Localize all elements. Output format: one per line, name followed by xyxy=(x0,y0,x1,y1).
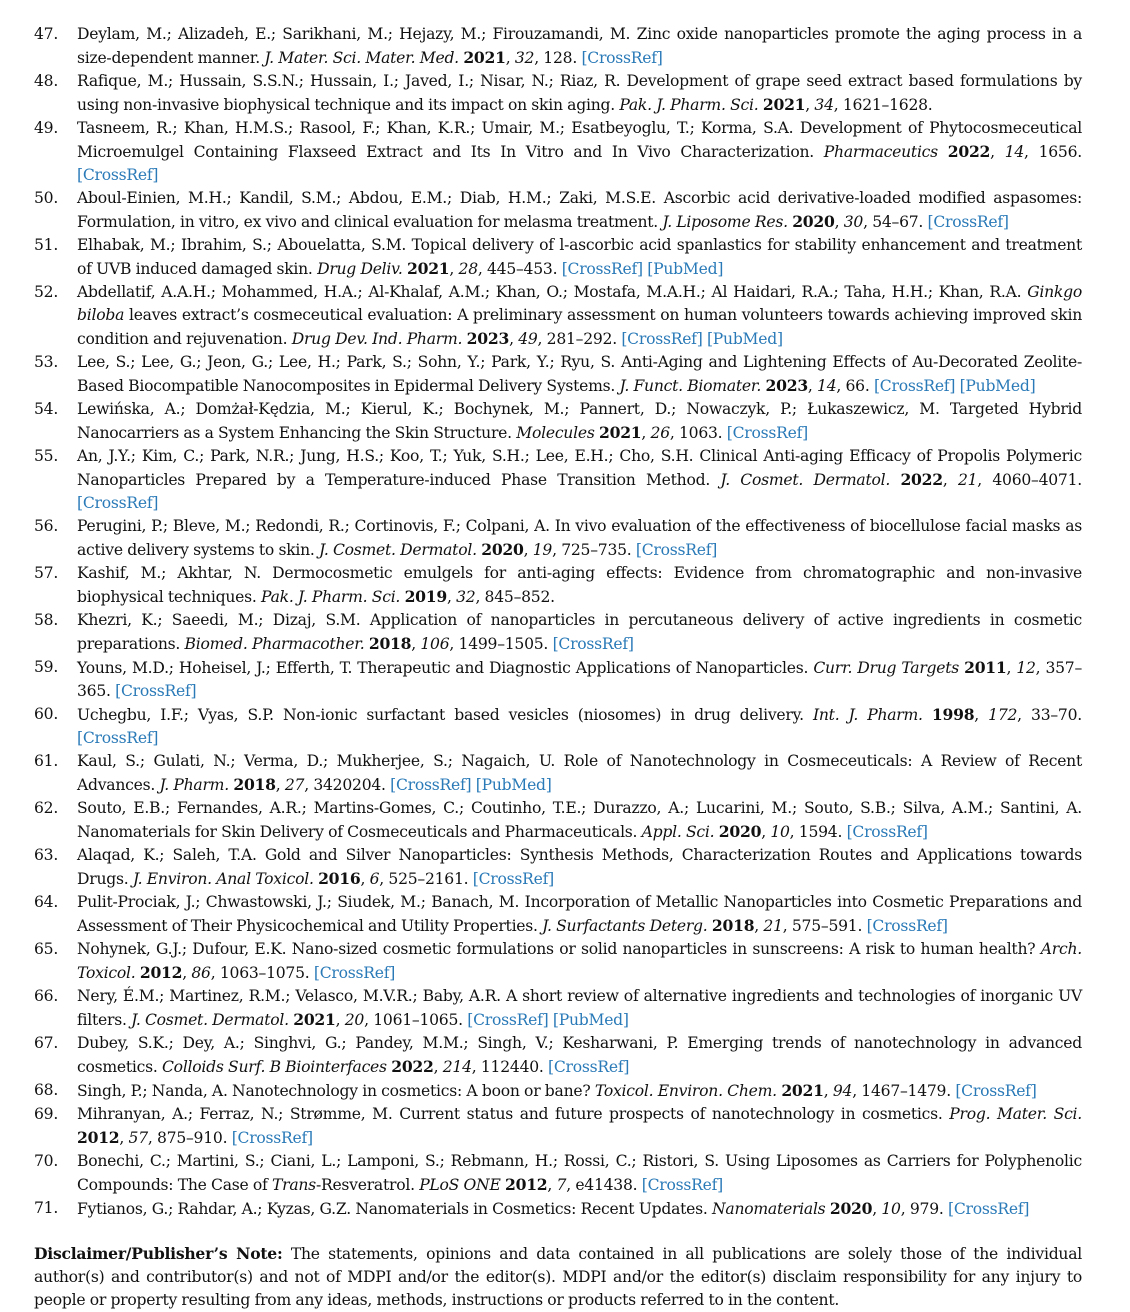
reference-text xyxy=(77,987,1082,1029)
reference-text-fragment: Abdellatif, A.A.H.; Mohammed, H.A.; Al-Khalaf, A.M.; Khan, O.; Mostafa, M.A.H.; Al Haidari, R.A.; Taha, H.H.; Khan, R.A. xyxy=(77,283,1028,301)
reference-text xyxy=(77,25,1082,67)
reference-item xyxy=(34,750,1082,797)
reference-number: 70. xyxy=(34,1152,59,1170)
reference-italic-text: J. Cosmet. Dermatol. xyxy=(319,541,477,559)
reference-italic-text: Appl. Sci. xyxy=(641,823,715,841)
reference-item xyxy=(34,117,1082,187)
reference-text xyxy=(77,189,1082,231)
reference-text-fragment: , xyxy=(547,1176,557,1194)
reference-text xyxy=(77,611,1082,653)
reference-italic-text: Prog. Mater. Sci. xyxy=(949,1105,1083,1123)
reference-text-fragment: Nohynek, G.J.; Dufour, E.K. Nano-sized cosmetic formulations or solid nanoparticles in sunscreens: A risk to human health? xyxy=(77,940,1041,958)
reference-number: 63. xyxy=(34,846,59,864)
reference-italic-text: Drug Deliv. xyxy=(317,260,403,278)
reference-year: 2016 xyxy=(318,869,361,888)
reference-text-fragment: , xyxy=(1006,659,1017,677)
reference-italic-text: 19 xyxy=(532,541,553,559)
reference-text-fragment: Tasneem, R.; Khan, H.M.S.; Rasool, F.; Khan, K.R.; Umair, M.; Esatbeyoglu, T.; Korma, S.A. Development of Phytocosmeceutical Microemulgel Containing Flaxseed Extract and Its In Vitro and In Vivo Characterization. xyxy=(77,119,1082,161)
reference-year: 2012 xyxy=(139,963,183,982)
reference-text-fragment: , 1467–1479. xyxy=(852,1082,956,1100)
reference-item xyxy=(34,609,1082,656)
reference-text-fragment xyxy=(938,143,948,161)
reference-text-fragment: , 3420204. xyxy=(304,776,391,794)
reference-text-fragment: Kashif, M.; Akhtar, N. Dermocosmetic emulgels for anti-aging effects: Evidence from chromatographic and non-invasive biophysical techniques. xyxy=(77,564,1082,606)
reference-italic-text: 6 xyxy=(369,870,380,888)
reference-text xyxy=(77,353,1082,395)
crossref-link[interactable]: [CrossRef] xyxy=(231,1129,313,1147)
reference-list xyxy=(34,23,1082,1221)
reference-text-fragment: , 54–67. xyxy=(863,213,928,231)
reference-number: 58. xyxy=(34,611,59,629)
reference-item xyxy=(34,234,1082,281)
reference-text-fragment: Perugini, P.; Bleve, M.; Redondi, R.; Cortinovis, F.; Colpani, A. In vivo evaluation of the effectiveness of biocellulose facial masks as active delivery systems to skin. xyxy=(77,517,1082,559)
reference-italic-text: 57 xyxy=(128,1129,148,1147)
reference-text-fragment: , 875–910. xyxy=(147,1129,232,1147)
reference-text-fragment: , xyxy=(990,143,1005,161)
reference-text xyxy=(77,236,1082,278)
reference-text xyxy=(77,564,1082,606)
reference-italic-text: J. Cosmet. Dermatol. xyxy=(720,471,891,489)
reference-italic-text: Toxicol. Environ. Chem. xyxy=(594,1082,777,1100)
reference-number: 61. xyxy=(34,752,59,770)
reference-text xyxy=(77,283,1082,348)
reference-item xyxy=(34,1079,1082,1103)
reference-text-fragment: Souto, E.B.; Fernandes, A.R.; Martins-Gomes, C.; Coutinho, T.E.; Durazzo, A.; Lucarini, M.; Souto, S.B.; Silva, A.M.; Santini, A. Nanomaterials for Skin Delivery of Cosmeceuticals and Pharmaceuticals. xyxy=(77,799,1082,841)
reference-number: 47. xyxy=(34,25,59,43)
reference-number: 56. xyxy=(34,517,59,535)
reference-text-fragment: Lee, S.; Lee, G.; Jeon, G.; Lee, H.; Park, S.; Sohn, Y.; Park, Y.; Ryu, S. Anti-Aging and Lightening Effects of Au-Decorated Zeolite-Based Biocompatible Nanocomposites in Epidermal Delivery Systems. xyxy=(77,353,1082,395)
reference-number: 51. xyxy=(34,236,59,254)
reference-number: 66. xyxy=(34,987,59,1005)
reference-item xyxy=(34,891,1082,938)
pubmed-link[interactable]: [PubMed] xyxy=(475,776,552,794)
reference-year: 2019 xyxy=(404,587,447,606)
reference-text xyxy=(77,1105,1082,1147)
pubmed-link[interactable]: [PubMed] xyxy=(706,330,783,348)
reference-number: 52. xyxy=(34,283,59,301)
crossref-link[interactable]: [CrossRef] xyxy=(77,494,159,512)
reference-text-fragment: , xyxy=(360,870,370,888)
crossref-link[interactable]: [CrossRef] xyxy=(726,424,808,442)
reference-text-fragment: , xyxy=(182,964,192,982)
reference-text xyxy=(77,119,1082,184)
reference-italic-text: Pak. J. Pharm. Sci. xyxy=(261,588,401,606)
reference-item xyxy=(34,351,1082,398)
reference-italic-text: 12 xyxy=(1016,659,1036,677)
crossref-link[interactable]: [CrossRef] xyxy=(472,870,554,888)
reference-item xyxy=(34,281,1082,351)
reference-text-fragment: , 1594. xyxy=(789,823,847,841)
reference-text-fragment: Aboul-Einien, M.H.; Kandil, S.M.; Abdou, E.M.; Diab, H.M.; Zaki, M.S.E. Ascorbic acid derivative-loaded modified aspasomes: Formulation, in vitro, ex vivo and clinical evaluation for melasma treatment. xyxy=(77,189,1082,231)
reference-text xyxy=(77,1082,1037,1100)
reference-year: 2023 xyxy=(466,329,510,348)
reference-number: 65. xyxy=(34,940,59,958)
reference-text-fragment: , xyxy=(942,471,958,489)
reference-text-fragment: leaves extract’s cosmeceutical evaluation: A preliminary assessment on human volunteers towards achieving improved skin condition and rejuvenation. xyxy=(77,306,1082,348)
reference-year: 2021 xyxy=(762,95,806,114)
crossref-link[interactable]: [CrossRef] xyxy=(77,166,159,184)
reference-year: 2020 xyxy=(792,212,835,231)
reference-italic-text: J. Surfactants Deterg. xyxy=(542,917,708,935)
reference-text-fragment: An, J.Y.; Kim, C.; Park, N.R.; Jung, H.S.; Koo, T.; Yuk, S.H.; Lee, E.H.; Cho, S.H. Clinical Anti-aging Efficacy of Propolis Polymeric Nanoparticles Prepared by a Temperature-induced Phase Transition Method. xyxy=(77,447,1082,489)
reference-text xyxy=(77,1152,1082,1194)
reference-text xyxy=(77,893,1082,935)
disclaimer xyxy=(34,1242,1082,1312)
reference-year: 2018 xyxy=(233,775,276,794)
reference-text-fragment: Rafique, M.; Hussain, S.S.N.; Hussain, I.; Javed, I.; Nisar, N.; Riaz, R. Development of grape seed extract based formulations by using non-invasive biophysical technique and its impact on skin aging. xyxy=(77,72,1082,114)
reference-year: 2011 xyxy=(964,658,1007,677)
reference-text xyxy=(77,752,1082,794)
reference-italic-text: 86 xyxy=(191,964,211,982)
crossref-link[interactable]: [CrossRef] xyxy=(581,49,663,67)
reference-italic-text: Pak. J. Pharm. Sci. xyxy=(619,96,759,114)
reference-text-fragment: , 575–591. xyxy=(782,917,867,935)
reference-text-fragment: , xyxy=(834,213,844,231)
reference-text xyxy=(77,846,1082,888)
reference-text-fragment: Khezri, K.; Saeedi, M.; Dizaj, S.M. Application of nanoparticles in percutaneous delivery of active ingredients in cosmetic preparations. xyxy=(77,611,1082,653)
reference-text-fragment: , 1499–1505. xyxy=(449,635,553,653)
reference-text-fragment: , 525–2161. xyxy=(379,870,473,888)
crossref-link[interactable]: [CrossRef] xyxy=(561,260,643,278)
reference-italic-text: J. Funct. Biomater. xyxy=(619,377,762,395)
reference-italic-text: 32 xyxy=(514,49,535,67)
crossref-link[interactable]: [CrossRef] xyxy=(947,1200,1030,1218)
reference-item xyxy=(34,23,1082,70)
crossref-link[interactable]: [CrossRef] xyxy=(115,682,197,700)
reference-number: 69. xyxy=(34,1105,59,1123)
reference-italic-text: 32 xyxy=(456,588,476,606)
reference-text-fragment: Fytianos, G.; Rahdar, A.; Kyzas, G.Z. Nanomaterials in Cosmetics: Recent Updates. xyxy=(77,1200,712,1218)
reference-italic-text: 172 xyxy=(988,706,1018,724)
disclaimer-text: The statements, opinions and data contained in all publications are solely those of the individual author(s) and contributor(s) and not of MDPI and/or the editor(s). MDPI and/or the editor(s) disclaim responsibility for any injury to people or property resulting from any ideas, methods, instructions or products referred to in the content. xyxy=(34,1245,1082,1309)
reference-text-fragment: , xyxy=(433,1058,443,1076)
reference-item xyxy=(34,938,1082,985)
reference-text-fragment: , 845–852. xyxy=(475,588,555,606)
crossref-link[interactable]: [CrossRef] xyxy=(467,1011,549,1029)
reference-text-fragment: Dubey, S.K.; Dey, A.; Singhvi, G.; Pandey, M.M.; Singh, V.; Kesharwani, P. Emerging trends of nanotechnology in advanced cosmetics. xyxy=(77,1034,1082,1076)
reference-text-fragment: , 33–70. xyxy=(1017,706,1082,724)
crossref-link[interactable]: [CrossRef] xyxy=(641,1176,723,1194)
crossref-link[interactable]: [CrossRef] xyxy=(866,917,948,935)
reference-text-fragment: , xyxy=(449,260,459,278)
reference-item xyxy=(34,797,1082,844)
reference-year: 2021 xyxy=(293,1010,336,1029)
reference-number: 57. xyxy=(34,564,59,582)
reference-text-fragment: , 1061–1065. xyxy=(364,1011,468,1029)
reference-italic-text: Nanomaterials xyxy=(712,1200,826,1218)
reference-text-fragment: , 725–735. xyxy=(552,541,636,559)
reference-italic-text: 14 xyxy=(1004,143,1025,161)
reference-text-fragment: , xyxy=(446,588,457,606)
reference-text-fragment: , xyxy=(761,823,771,841)
reference-italic-text: 214 xyxy=(442,1058,472,1076)
reference-text-fragment: Alaqad, K.; Saleh, T.A. Gold and Silver Nanoparticles: Synthesis Methods, Characterization Routes and Applications towards Drugs. xyxy=(77,846,1082,888)
reference-text xyxy=(77,799,1082,841)
reference-item xyxy=(34,985,1082,1032)
crossref-link[interactable]: [CrossRef] xyxy=(927,213,1009,231)
reference-text-fragment: , 112440. xyxy=(471,1058,549,1076)
reference-italic-text: Ginkgo biloba xyxy=(77,283,1082,324)
reference-text xyxy=(77,400,1082,442)
reference-italic-text: 27 xyxy=(284,776,305,794)
reference-italic-text: 94 xyxy=(832,1082,853,1100)
crossref-link[interactable]: [CrossRef] xyxy=(635,541,718,559)
reference-italic-text: 49 xyxy=(518,330,538,348)
reference-italic-text: Pharmaceutics xyxy=(823,143,938,161)
reference-italic-text: 34 xyxy=(814,96,834,114)
reference-year: 2022 xyxy=(947,142,991,161)
reference-item xyxy=(34,562,1082,609)
reference-text-fragment: , xyxy=(411,635,421,653)
reference-text-fragment: Nery, É.M.; Martinez, R.M.; Velasco, M.V.R.; Baby, A.R. A short review of alternative ingredients and technologies of inorganic UV filters. xyxy=(77,987,1082,1029)
reference-text-fragment: , xyxy=(974,706,989,724)
reference-year: 2020 xyxy=(481,540,524,559)
reference-item xyxy=(34,1197,1082,1221)
reference-text-fragment: Uchegbu, I.F.; Vyas, S.P. Non-ionic surfactant based vesicles (niosomes) in drug delivery. xyxy=(77,706,813,724)
reference-year: 2012 xyxy=(505,1175,548,1194)
reference-text-fragment: Elhabak, M.; Ibrahim, S.; Abouelatta, S.M. Topical delivery of l-ascorbic acid spanlastics for stability enhancement and treatment of UVB induced damaged skin. xyxy=(77,236,1082,278)
reference-text-fragment: , xyxy=(754,917,764,935)
reference-item xyxy=(34,844,1082,891)
reference-text-fragment: Singh, P.; Nanda, A. Nanotechnology in cosmetics: A boon or bane? xyxy=(77,1082,595,1100)
reference-italic-text: 20 xyxy=(344,1011,365,1029)
reference-number: 67. xyxy=(34,1034,59,1052)
reference-item xyxy=(34,703,1082,750)
reference-italic-text: J. Pharm. xyxy=(159,776,229,794)
crossref-link[interactable]: [CrossRef] xyxy=(77,729,159,747)
reference-italic-text: 21 xyxy=(957,471,978,489)
reference-year: 2018 xyxy=(368,634,412,653)
reference-text-fragment: , 1656. xyxy=(1024,143,1082,161)
reference-item xyxy=(34,398,1082,445)
reference-number: 62. xyxy=(34,799,59,817)
reference-text-fragment: , xyxy=(523,541,533,559)
reference-text-fragment: Deylam, M.; Alizadeh, E.; Sarikhani, M.; Hejazy, M.; Firouzamandi, M. Zinc oxide nanoparticles promote the aging process in a size-dependent manner. xyxy=(77,25,1082,67)
reference-text-fragment: , xyxy=(335,1011,345,1029)
crossref-link[interactable]: [CrossRef] xyxy=(548,1058,630,1076)
reference-text xyxy=(77,659,1082,700)
reference-text-fragment: , xyxy=(275,776,285,794)
reference-year: 2012 xyxy=(77,1128,120,1147)
reference-text-fragment: , xyxy=(119,1129,129,1147)
reference-text xyxy=(77,940,1082,982)
reference-text-fragment: Pulit-Prociak, J.; Chwastowski, J.; Siudek, M.; Banach, M. Incorporation of Metallic Nanoparticles into Cosmetic Preparations and Assessment of Their Physicochemical and Utility Properties. xyxy=(77,893,1082,935)
pubmed-link[interactable]: [PubMed] xyxy=(959,377,1036,395)
reference-italic-text: 10 xyxy=(770,823,790,841)
reference-year: 2021 xyxy=(599,423,642,442)
reference-year: 2021 xyxy=(407,259,450,278)
reference-italic-text: Biomed. Pharmacother. xyxy=(184,635,365,653)
pubmed-link[interactable]: [PubMed] xyxy=(552,1011,629,1029)
reference-italic-text: 26 xyxy=(650,424,670,442)
reference-item xyxy=(34,445,1082,515)
reference-text-fragment: , xyxy=(807,377,818,395)
reference-text-fragment: , 66. xyxy=(836,377,874,395)
reference-number: 49. xyxy=(34,119,59,137)
reference-year: 2020 xyxy=(718,822,762,841)
reference-italic-text: 10 xyxy=(881,1200,901,1218)
reference-number: 50. xyxy=(34,189,59,207)
crossref-link[interactable]: [CrossRef] xyxy=(552,635,634,653)
reference-text xyxy=(77,447,1082,512)
reference-italic-text: Molecules xyxy=(516,424,595,442)
reference-number: 68. xyxy=(34,1081,59,1099)
reference-text-fragment: , xyxy=(509,330,519,348)
reference-italic-text: Int. J. Pharm. xyxy=(812,706,923,724)
reference-number: 55. xyxy=(34,447,59,465)
reference-text-fragment: , 4060–4071. xyxy=(977,471,1082,489)
reference-italic-text: J. Mater. Sci. Mater. Med. xyxy=(264,49,459,67)
reference-year: 2021 xyxy=(781,1081,824,1100)
reference-italic-text: 106 xyxy=(420,635,450,653)
reference-text-fragment: , 979. xyxy=(900,1200,948,1218)
reference-number: 71. xyxy=(34,1199,59,1217)
reference-text-fragment: , e41438. xyxy=(566,1176,642,1194)
reference-italic-text: 30 xyxy=(843,213,864,231)
reference-number: 64. xyxy=(34,893,59,911)
reference-text-fragment: , 357–365. xyxy=(77,659,1083,700)
reference-item xyxy=(34,1103,1082,1150)
reference-item xyxy=(34,70,1082,117)
reference-text-fragment: , xyxy=(505,49,515,67)
reference-italic-text: Colloids Surf. B Biointerfaces xyxy=(162,1058,387,1076)
reference-item xyxy=(34,1032,1082,1079)
reference-text-fragment: Mihranyan, A.; Ferraz, N.; Strømme, M. Current status and future prospects of nanotechnology in cosmetics. xyxy=(77,1105,950,1123)
reference-text-fragment: , 1063–1075. xyxy=(210,964,314,982)
crossref-link[interactable]: [CrossRef] xyxy=(313,964,396,982)
reference-italic-text: Trans xyxy=(271,1176,316,1194)
reference-year: 2021 xyxy=(463,48,506,67)
reference-text-fragment: , 281–292. xyxy=(537,330,622,348)
reference-number: 59. xyxy=(34,658,59,676)
reference-italic-text: 21 xyxy=(763,917,783,935)
reference-year: 1998 xyxy=(931,705,975,724)
reference-italic-text: PLoS ONE xyxy=(419,1176,501,1194)
disclaimer-label: Disclaimer/Publisher’s Note: xyxy=(34,1244,283,1263)
reference-text xyxy=(77,706,1082,747)
reference-year: 2022 xyxy=(391,1057,434,1076)
reference-text-fragment: , xyxy=(805,96,815,114)
reference-item xyxy=(34,187,1082,234)
reference-text-fragment xyxy=(923,706,932,724)
reference-text-fragment: Bonechi, C.; Martini, S.; Ciani, L.; Lamponi, S.; Rebmann, H.; Rossi, C.; Ristori, S. Using Liposomes as Carriers for Polyphenolic Compounds: The Case of xyxy=(77,1152,1082,1194)
reference-item xyxy=(34,1150,1082,1197)
reference-text-fragment: Kaul, S.; Gulati, N.; Verma, D.; Mukherjee, S.; Nagaich, U. Role of Nanotechnology in Cosmeceuticals: A Review of Recent Advances. xyxy=(77,752,1082,794)
reference-italic-text: Drug Dev. Ind. Pharm. xyxy=(291,330,463,348)
reference-item xyxy=(34,656,1082,703)
reference-italic-text: J. Cosmet. Dermatol. xyxy=(131,1011,289,1029)
reference-year: 2022 xyxy=(900,470,943,489)
reference-text-fragment: , 445–453. xyxy=(477,260,562,278)
reference-year: 2020 xyxy=(829,1199,873,1218)
reference-italic-text: 7 xyxy=(556,1176,567,1194)
crossref-link[interactable]: [CrossRef] xyxy=(955,1082,1037,1100)
reference-italic-text: J. Liposome Res. xyxy=(662,213,788,231)
reference-number: 53. xyxy=(34,353,59,371)
crossref-link[interactable]: [CrossRef] xyxy=(390,776,472,794)
reference-italic-text: Arch. Toxicol. xyxy=(77,940,1082,982)
reference-italic-text: Curr. Drug Targets xyxy=(813,659,960,677)
reference-year: 2023 xyxy=(765,376,808,395)
reference-text-fragment xyxy=(890,471,900,489)
crossref-link[interactable]: [CrossRef] xyxy=(846,823,928,841)
pubmed-link[interactable]: [PubMed] xyxy=(647,260,724,278)
reference-text xyxy=(77,517,1082,559)
reference-text-fragment: , xyxy=(872,1200,882,1218)
reference-text xyxy=(77,1200,1029,1218)
reference-text-fragment: -Resveratrol. xyxy=(315,1176,420,1194)
reference-text-fragment: , 128. xyxy=(534,49,582,67)
reference-number: 54. xyxy=(34,400,59,418)
reference-text-fragment: , 1621–1628. xyxy=(833,96,933,114)
crossref-link[interactable]: [CrossRef] xyxy=(621,330,703,348)
reference-text-fragment: Lewińska, A.; Domżał-Kędzia, M.; Kierul, K.; Bochynek, M.; Pannert, D.; Nowaczyk, P.; Łukaszewicz, M. Targeted Hybrid Nanocarriers as a System Enhancing the Skin Structure. xyxy=(77,400,1082,442)
reference-text-fragment: , xyxy=(823,1082,833,1100)
reference-number: 48. xyxy=(34,72,59,90)
reference-year: 2018 xyxy=(711,916,755,935)
reference-number: 60. xyxy=(34,705,59,723)
reference-text-fragment: , xyxy=(641,424,651,442)
reference-item xyxy=(34,515,1082,562)
reference-italic-text: J. Environ. Anal Toxicol. xyxy=(132,870,314,888)
reference-text xyxy=(77,1034,1082,1076)
reference-italic-text: 14 xyxy=(817,377,837,395)
reference-text-fragment: , 1063. xyxy=(669,424,727,442)
reference-text xyxy=(77,72,1082,114)
crossref-link[interactable]: [CrossRef] xyxy=(873,377,956,395)
reference-italic-text: 28 xyxy=(458,260,478,278)
reference-text-fragment: Youns, M.D.; Hoheisel, J.; Efferth, T. Therapeutic and Diagnostic Applications of Nanoparticles. xyxy=(77,659,814,677)
